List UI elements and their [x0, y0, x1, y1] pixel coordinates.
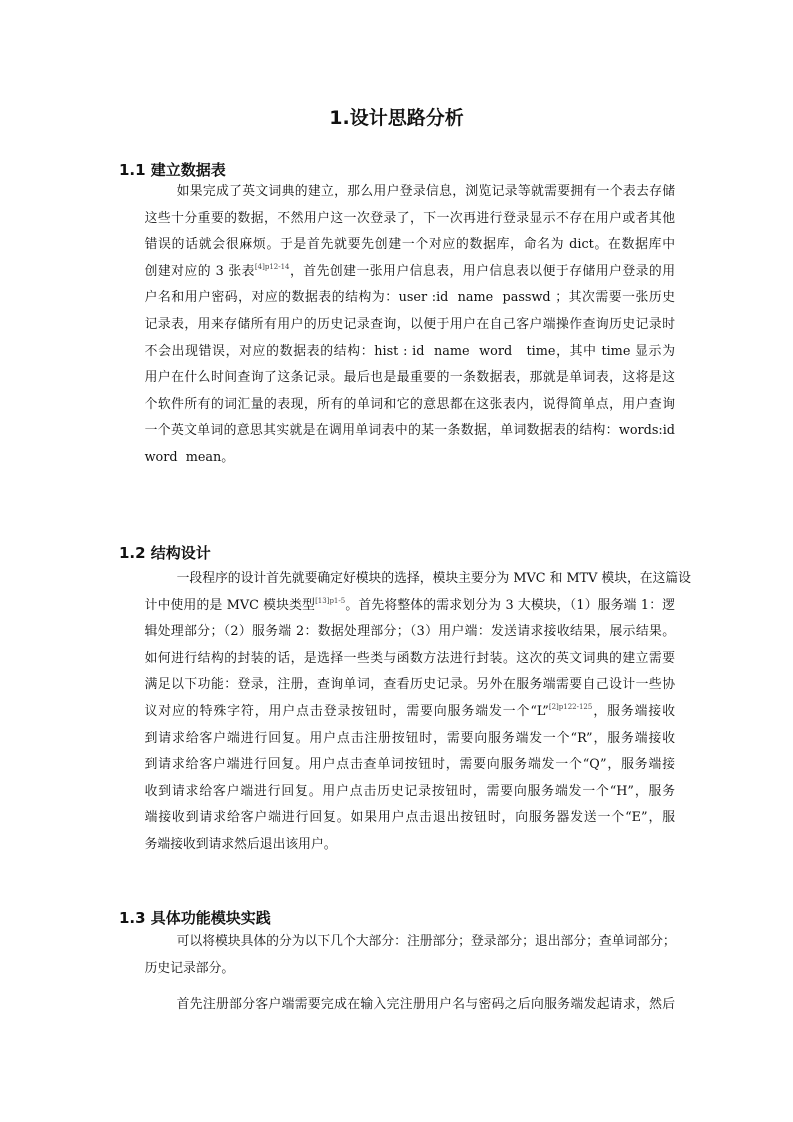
text-line: 记录表，用来存储所有用户的历史记录查询，以便于用户在自己客户端操作查询历史记录时: [144, 316, 675, 332]
section-1-3-body-2: [119, 992, 675, 1019]
text-line: 一段程序的设计首先就要确定好模块的选择，模块主要分为 MVC 和 MTV 模块，在这篇设: [176, 571, 691, 586]
text-line: 到请求给客户端进行回复。用户点击查单词按钮时，需要向服务端发一个“Q”，服务端接: [144, 757, 675, 773]
page-title: 1.设计思路分析: [329, 107, 464, 129]
text-line-with-citation: [119, 259, 675, 286]
section-heading-1-2: 1.2 结构设计: [119, 544, 211, 562]
text-fragment: 议对应的特殊字符，用户点击登录按钮时，需要向服务端发一个“L”: [144, 703, 549, 719]
text-line: 错误的话就会很麻烦。于是首先就要先创建一个对应的数据库，命名为 dict。在数据库中: [144, 237, 675, 253]
citation-superscript: [2]p122-125: [548, 702, 593, 711]
text-line: 个软件所有的词汇量的表现，所有的单词和它的意思都在这张表内，说得简单点，用户查询: [144, 396, 675, 412]
text-line: 用户在什么时间查询了这条记录。最后也是最重要的一条数据表，那就是单词表，这将是这: [144, 370, 675, 386]
text-line: 可以将模块具体的分为以下几个大部分：注册部分；登录部分；退出部分；查单词部分；: [176, 934, 676, 949]
section-1-3-body: [119, 929, 675, 982]
text-line: 务端接收到请求然后退出该用户。: [144, 836, 337, 852]
section-1-1-body: [119, 179, 675, 472]
citation-superscript: [4]p12-14: [254, 262, 290, 271]
text-fragment: ，服务端接收: [592, 703, 676, 719]
text-line: 首先注册部分客户端需要完成在输入完注册用户名与密码之后向服务端发起请求，然后: [176, 997, 675, 1012]
text-line: 端接收到请求给客户端进行回复。如果用户点击退出按钮时，向服务器发送一个“E”，服: [144, 810, 675, 826]
text-fragment: 创建对应的 3 张表: [144, 263, 255, 279]
text-line: 辑处理部分；（2）服务端 2：数据处理部分；（3）用户端：发送请求接收结果，展示结果。: [144, 624, 675, 640]
text-line: 如果完成了英文词典的建立，那么用户登录信息，浏览记录等就需要拥有一个表去存储: [176, 184, 675, 199]
text-line-with-citation: [119, 699, 675, 726]
section-1-2-body: [119, 566, 691, 859]
text-line: 如何进行结构的封装的话，是选择一些类与函数方法进行封装。这次的英文词典的建立需要: [144, 650, 675, 666]
text-line: 这些十分重要的数据，不然用户这一次登录了，下一次再进行登录显示不存在用户或者其他: [144, 210, 675, 226]
text-line: 满足以下功能：登录，注册，查询单词，查看历史记录。另外在服务端需要自己设计一些协: [144, 677, 675, 693]
text-line: 一个英文单词的意思其实就是在调用单词表中的某一条数据，单词数据表的结构：words:id: [144, 423, 675, 439]
text-line: word mean。: [144, 449, 235, 465]
text-line: 历史记录部分。: [144, 960, 235, 976]
section-heading-1-3: 1.3 具体功能模块实践: [119, 909, 271, 927]
text-line: 收到请求给客户端进行回复。用户点击历史记录按钮时，需要向服务端发一个“H”，服务: [144, 783, 675, 799]
text-line: 户名和用户密码，对应的数据表的结构为：user :id name passwd ；其次需要一张历史: [144, 290, 675, 306]
section-heading-1-1: 1.1 建立数据表: [119, 161, 226, 179]
text-line: 不会出现错误，对应的数据表的结构：hist : id name word time，其中 time 显示为: [144, 343, 675, 359]
text-fragment: ，首先创建一张用户信息表，用户信息表以便于存储用户登录的用: [289, 263, 676, 279]
citation-superscript: [13]p1-5: [315, 596, 346, 605]
text-fragment: 。首先将整体的需求划分为 3 大模块，（1）服务端 1：逻: [345, 597, 675, 613]
text-line-with-citation: [119, 593, 675, 620]
text-line: 到请求给客户端进行回复。用户点击注册按钮时，需要向服务端发一个“R”，服务端接收: [144, 730, 675, 746]
text-fragment: 计中使用的是 MVC 模块类型: [144, 597, 316, 613]
